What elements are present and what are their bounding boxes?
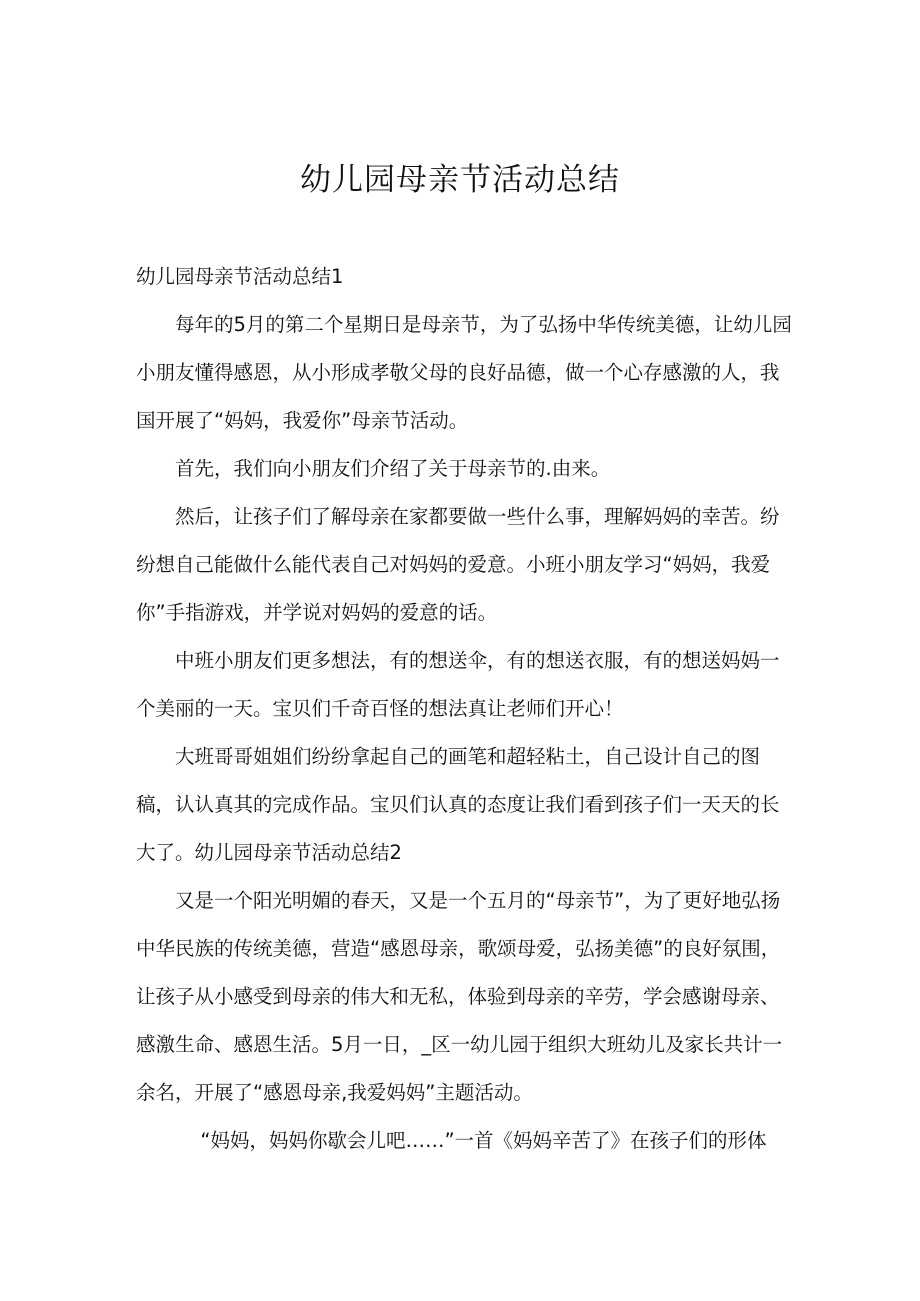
paragraph: 首先，我们向小朋友们介绍了关于母亲节的.由来。: [175, 457, 611, 480]
paragraph: “妈妈，妈妈你歇会儿吧……”一首《妈妈辛苦了》在孩子们的形体: [200, 1129, 767, 1152]
paragraph: 又是一个阳光明媚的春天，又是一个五月的“母亲节”，为了更好地弘扬中华民族的传统美德，营造“感恩母亲，歌颂母爱，弘扬美德”的良好氛围，让孩子从小感受到母亲的伟大和无私，体验到母亲的辛劳，学会感谢母亲、感激生命、感恩生活。5月一日，_区一幼儿园于组织大班幼儿及家长共计一余名，开展了“感恩母亲,我爱妈妈”主题活动。: [136, 889, 783, 1104]
document-body: [136, 253, 796, 1165]
section-2-heading: 幼儿园母亲节活动总结2: [194, 841, 402, 864]
section-1-heading: 幼儿园母亲节活动总结1: [136, 265, 344, 288]
paragraph: 大班哥哥姐姐们纷纷拿起自己的画笔和超轻粘土，自己设计自己的图稿，认认真其的完成作品。宝贝们认真的态度让我们看到孩子们一天天的长大了。: [136, 745, 780, 864]
document-title: 幼儿园母亲节活动总结: [300, 162, 620, 198]
paragraph: 然后，让孩子们了解母亲在家都要做一些什么事，理解妈妈的幸苦。纷纷想自己能做什么能代表自己对妈妈的爱意。小班小朋友学习“妈妈，我爱你”手指游戏，并学说对妈妈的爱意的话。: [136, 505, 780, 624]
paragraph: 每年的5月的第二个星期日是母亲节，为了弘扬中华传统美德，让幼儿园小朋友懂得感恩，从小形成孝敬父母的良好品德，做一个心存感激的人，我国开展了“妈妈，我爱你”母亲节活动。: [136, 313, 792, 432]
paragraph-with-inline-heading: [136, 733, 796, 877]
paragraph: 中班小朋友们更多想法，有的想送伞，有的想送衣服，有的想送妈妈一个美丽的一天。宝贝们千奇百怪的想法真让老师们开心！: [136, 649, 780, 720]
